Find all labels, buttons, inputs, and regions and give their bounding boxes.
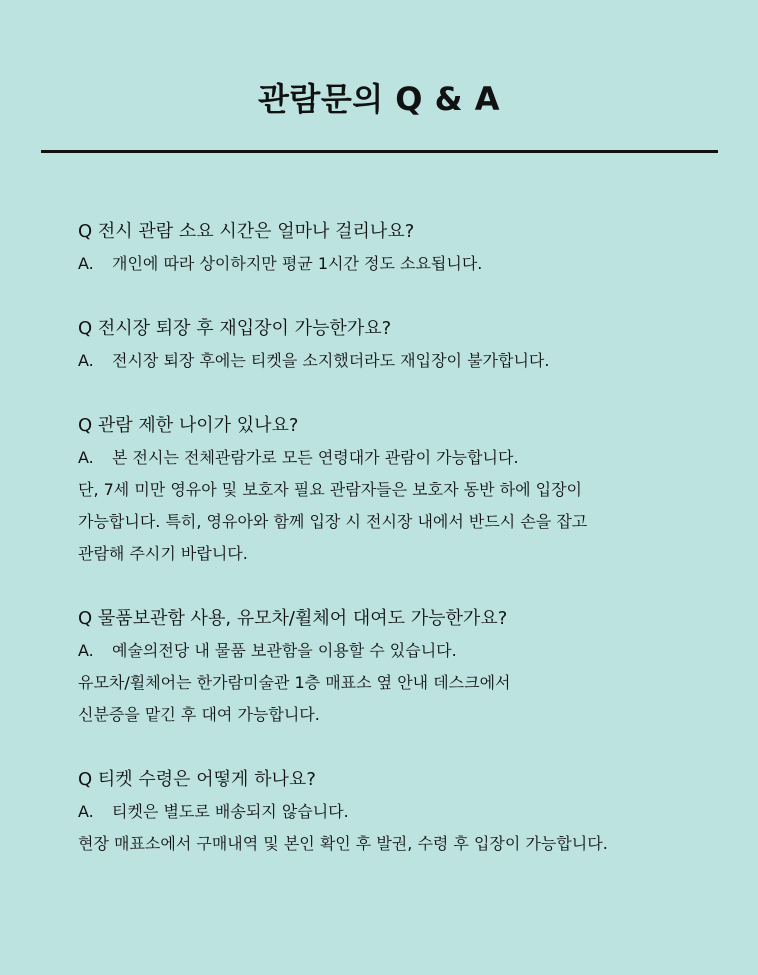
qa-item <box>78 216 718 280</box>
question: Q 전시 관람 소요 시간은 얼마나 걸리나요? <box>78 221 415 242</box>
answer-prefix: A. <box>78 254 94 273</box>
answer-continuation: 유모차/휠체어는 한가람미술관 1층 매표소 옆 안내 데스크에서 <box>78 673 511 692</box>
title-divider <box>41 150 718 153</box>
answer-continuation: 가능합니다. 특히, 영유아와 함께 입장 시 전시장 내에서 반드시 손을 잡고 <box>78 512 588 531</box>
qa-list <box>78 216 718 893</box>
answer-line <box>78 796 718 828</box>
answer-continuation: 단, 7세 미만 영유아 및 보호자 필요 관람자들은 보호자 동반 하에 입장이 <box>78 480 582 499</box>
question: Q 티켓 수령은 어떻게 하나요? <box>78 769 316 790</box>
page-title: 관람문의 Q & A <box>258 80 500 118</box>
answer-text: 티켓은 별도로 배송되지 않습니다. <box>112 802 349 821</box>
answer-line <box>78 345 718 377</box>
answer-continuation: 현장 매표소에서 구매내역 및 본인 확인 후 발권, 수령 후 입장이 가능합니다. <box>78 834 608 853</box>
answer-text: 본 전시는 전체관람가로 모든 연령대가 관람이 가능합니다. <box>112 448 519 467</box>
qa-item <box>78 313 718 377</box>
answer-prefix: A. <box>78 351 94 370</box>
question: Q 물품보관함 사용, 유모차/휠체어 대여도 가능한가요? <box>78 608 508 629</box>
answer-text: 전시장 퇴장 후에는 티켓을 소지했더라도 재입장이 불가합니다. <box>112 351 550 370</box>
answer-text: 개인에 따라 상이하지만 평균 1시간 정도 소요됩니다. <box>112 254 483 273</box>
answer-continuation: 신분증을 맡긴 후 대여 가능합니다. <box>78 705 320 724</box>
answer-prefix: A. <box>78 641 94 660</box>
answer-line <box>78 442 718 474</box>
answer-line <box>78 635 718 667</box>
answer-text: 예술의전당 내 물품 보관함을 이용할 수 있습니다. <box>112 641 457 660</box>
qa-item <box>78 410 718 570</box>
answer-line <box>78 248 718 280</box>
qa-item <box>78 764 718 860</box>
question: Q 전시장 퇴장 후 재입장이 가능한가요? <box>78 318 392 339</box>
answer-prefix: A. <box>78 802 94 821</box>
answer-prefix: A. <box>78 448 94 467</box>
question: Q 관람 제한 나이가 있나요? <box>78 415 299 436</box>
qa-item <box>78 603 718 731</box>
answer-continuation: 관람해 주시기 바랍니다. <box>78 544 248 563</box>
